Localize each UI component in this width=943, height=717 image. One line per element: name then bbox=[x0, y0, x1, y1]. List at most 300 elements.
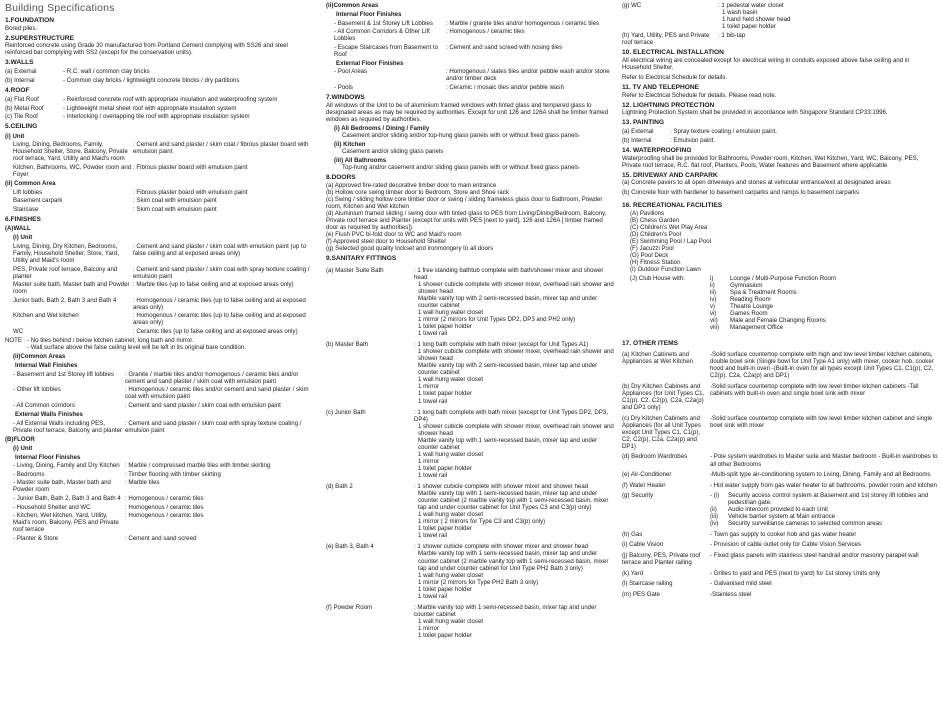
spec-line: Marble vanity top with 1 semi-recessed basin, mixer tap and under counter cabinet (2 marble vanity top with 1 semi-recessed basin, mixer tap and under counter cabinet for Unit Types C3 and C3(p) only) bbox=[418, 490, 609, 512]
waterproofing-lines bbox=[622, 155, 938, 169]
other-rows bbox=[622, 351, 938, 488]
window-item-text: Casement and/or sliding and/or top-hung glass panels with or without fixed glass panels bbox=[342, 131, 579, 139]
spec-row bbox=[334, 84, 616, 91]
item-text: Male and Female Changing Rooms bbox=[730, 317, 826, 325]
item-text: Games Room bbox=[730, 310, 768, 318]
spec-value: - R.C. wall / common clay bricks bbox=[63, 68, 150, 76]
spec-label: - All Common Corridors & Other Lift Lobbies bbox=[334, 28, 430, 43]
item-text: Vehicle barrier system at Main entrance bbox=[728, 513, 836, 521]
section-text: Bored piles. bbox=[5, 24, 38, 32]
numbered-item bbox=[710, 289, 938, 296]
section-tv bbox=[622, 84, 938, 99]
section-title: 5.CEILING bbox=[5, 123, 38, 131]
spec-label: - Master suite bath, Master bath and Powder room bbox=[13, 479, 111, 494]
spec-row bbox=[13, 471, 310, 478]
subsection-title: (ii)Common Areas bbox=[326, 2, 379, 9]
spec-line: : 1 shower cubicle complete with shower mixer and shower head bbox=[414, 483, 589, 491]
spec-value: : Marble / granite tiles and/or homogenous / ceramic tiles bbox=[446, 19, 600, 27]
section-ceiling bbox=[5, 123, 310, 213]
spec-lines bbox=[414, 341, 616, 404]
spec-value: : Marble tiles (up to false ceiling and at exposed areas only) bbox=[133, 281, 294, 289]
spec-row bbox=[5, 113, 310, 120]
section-walls bbox=[5, 59, 310, 84]
spec-value: -Multi-split type air-conditioning system to Living, Dining, Family and all Bedrooms bbox=[710, 471, 931, 479]
security-list bbox=[710, 492, 938, 527]
section-text: Reinforced concrete using Grade 30 manufactured from Portland Cement complying with SS26 and steel reinforced bar complying with SS2 (except for the conservation units). bbox=[5, 42, 288, 57]
text-line: Lightning Protection System shall be provided in accordance with Singapore Standard CP33:1996. bbox=[622, 109, 888, 117]
spec-row bbox=[13, 535, 310, 542]
section-foundation bbox=[5, 17, 310, 32]
spec-label: Living, Dining, Dry Kitchen, Bedrooms, Family, Household Shelter, Store, Yard, Utility and Maid's room bbox=[13, 243, 120, 265]
item-number: vi) bbox=[710, 310, 717, 318]
section-title: 11. TV AND TELEPHONE bbox=[622, 84, 700, 92]
spec-line: 1 wall hung water closet bbox=[418, 308, 484, 316]
section-waterproofing bbox=[622, 147, 938, 169]
spec-line: 1 wall hung water closet bbox=[418, 450, 484, 458]
door-lines bbox=[326, 182, 616, 252]
text-line: (d) Aluminium framed sliding / swing door with tinted glass to PES from Living/Dining/Bedroom, Balcony, Private roof terrace and Planter (except for units with PES [next to yard], 126 and 126A [ timber framed door as required by authorities]) bbox=[326, 209, 607, 231]
spec-value: : Cement and sand plaster / skim coat with spray texture coating / emulsion paint bbox=[133, 265, 310, 280]
spec-row bbox=[622, 591, 938, 598]
spec-row bbox=[13, 462, 310, 469]
spec-label: - Planter & Store bbox=[13, 534, 59, 542]
spec-label: Staircase bbox=[13, 205, 39, 213]
spec-line: 1 wash basin bbox=[722, 9, 758, 17]
spec-label: - Bedrooms bbox=[13, 470, 45, 478]
spec-row bbox=[622, 137, 938, 144]
spec-label: - Pool Areas bbox=[334, 68, 368, 76]
note-line: - No tiles behind / below kitchen cabinet, long bath and mirror. bbox=[27, 337, 194, 345]
spec-value: -Solid surface countertop complete with low level timber kitchen cabinet and single bowl sink with mixer bbox=[710, 414, 933, 429]
numbered-item bbox=[710, 506, 938, 513]
lightning-lines bbox=[622, 109, 938, 116]
spec-label: (b) Metal Roof bbox=[5, 104, 44, 112]
spec-line: 1 towel rail bbox=[418, 592, 448, 600]
spec-row bbox=[622, 32, 938, 46]
spec-line: 1 towel rail bbox=[418, 330, 448, 338]
spec-lines bbox=[414, 267, 616, 337]
spec-line: : 1 free standing bathtub complete with bath/shower mixer and shower head bbox=[414, 266, 604, 281]
text-line: (H) Fitness Station bbox=[630, 259, 681, 267]
spec-value: - Fixed glass panels with stainless steel handrail and/or masonry parapet wall bbox=[710, 551, 919, 559]
subsection-title: Internal Floor Finishes bbox=[336, 11, 402, 19]
spec-label: - All External Walls including PES, Private roof terrace, Balcony and planter bbox=[13, 419, 123, 434]
spec-line: 1 towel rail bbox=[418, 472, 448, 479]
text-line: (b) Concrete floor with hardener to basement carparks and ramps to basement carparks bbox=[622, 189, 860, 197]
text-line: (g) Selected good quality lockset and ironmongery to all doors bbox=[326, 245, 493, 253]
spec-label: Junior bath, Bath 2, Bath 3 and Bath 4 bbox=[13, 296, 117, 304]
text-line: (F) Jacuzzi Pool bbox=[630, 245, 674, 253]
note-label: NOTE bbox=[5, 337, 22, 345]
item-number: (ii) bbox=[710, 506, 717, 514]
spec-label: (e) Bath 3, Bath 4 bbox=[326, 543, 374, 551]
text-line: All electrical wiring are concealed except for electrical wiring in conduits exposed above false ceiling and in Household Shelter. bbox=[622, 56, 910, 71]
spec-row bbox=[5, 68, 310, 75]
spec-line: : 1 bib-tap bbox=[718, 32, 746, 40]
item-text: Lounge / Multi-Purpose Function Room bbox=[730, 274, 837, 282]
section-title: 2.SUPERSTRUCTURE bbox=[5, 34, 74, 42]
spec-label: (a) External bbox=[5, 68, 37, 76]
subsection-title: Internal Wall Finishes bbox=[15, 362, 78, 370]
spec-value: - Interlocking / overlapping tile roof with appropriate insulation system bbox=[63, 113, 250, 121]
section-title: 6.FINISHES bbox=[5, 215, 41, 223]
subsection-title: (i) Unit bbox=[13, 444, 33, 452]
spec-line: 1 toilet paper holder bbox=[722, 23, 776, 31]
spec-lines bbox=[414, 483, 616, 539]
spec-label: (f) Water Heater bbox=[622, 481, 666, 489]
spec-value: : Spray texture coating / emulsion paint. bbox=[670, 128, 778, 136]
section-finishes bbox=[5, 216, 310, 542]
section-text: All windows of the Unit to be of aluminium framed windows with tinted glass and tempered glass to designated areas as may be required by authorities. Except for unit 126 and 126A shall be timber framed windows as required by authorities. bbox=[326, 101, 609, 123]
spec-row bbox=[622, 383, 938, 411]
spec-row bbox=[5, 105, 310, 112]
spec-row bbox=[13, 243, 310, 264]
section-title: 9.SANITARY FITTINGS bbox=[326, 255, 397, 263]
spec-label: Kitchen and Wet kitchen bbox=[13, 312, 79, 320]
painting-rows bbox=[622, 128, 938, 144]
spec-label: (d) Bedroom Wardrobes bbox=[622, 453, 688, 461]
spec-row bbox=[334, 68, 616, 82]
item-text: Theatre Lounge bbox=[730, 303, 774, 311]
facility-list bbox=[622, 210, 938, 273]
spec-line: 1 wall hung water closet bbox=[418, 617, 484, 625]
subsection-title: External Floor Finishes bbox=[336, 59, 404, 67]
spec-label: - Basement & 1st Storey Lift Lobbies bbox=[334, 19, 433, 27]
internal-floor-rows bbox=[326, 20, 616, 58]
spec-label: Master suite bath, Master bath and Powder room bbox=[13, 281, 130, 296]
section-roof bbox=[5, 87, 310, 120]
wc-rows bbox=[622, 2, 938, 46]
numbered-item bbox=[710, 513, 938, 520]
spec-row bbox=[13, 512, 310, 533]
section-lightning bbox=[622, 102, 938, 117]
spec-row bbox=[334, 28, 616, 42]
spec-row bbox=[13, 479, 310, 493]
window-items bbox=[326, 125, 616, 171]
spec-line: : 1 shower cubicle complete with shower mixer and shower head bbox=[414, 543, 589, 551]
spec-row bbox=[334, 44, 616, 58]
spec-label: Basement carpark bbox=[13, 197, 63, 205]
spec-row bbox=[13, 402, 310, 409]
spec-row bbox=[13, 504, 310, 511]
spec-label: - Escape Staircases from Basement to Roof bbox=[334, 43, 438, 58]
spec-label: (a) Master Suite Bath bbox=[326, 266, 384, 274]
spec-line: : 1 long bath complete with bath mixer (except for Unit Types DP2, DP3, DP4) bbox=[414, 408, 608, 423]
driveway-lines bbox=[622, 179, 938, 196]
spec-lines bbox=[718, 32, 938, 46]
spec-line: 1 toilet paper holder bbox=[418, 525, 472, 533]
section-recreational bbox=[622, 202, 938, 331]
spec-label: (k) Yard bbox=[622, 569, 644, 577]
text-line: (a) Concrete pavers to all open driveways and stones at vehicular entrance/exit at designated areas bbox=[622, 179, 891, 187]
section-title: 12. LIGHTNING PROTECTION bbox=[622, 101, 715, 109]
numbered-item bbox=[710, 303, 938, 310]
spec-row bbox=[13, 420, 310, 434]
section-title: 15. DRIVEWAY AND CARPARK bbox=[622, 171, 718, 179]
spec-value: : Cement and sand screed bbox=[125, 534, 197, 542]
spec-row bbox=[13, 206, 310, 213]
spec-value: -Stainless steel bbox=[710, 590, 752, 598]
walls-rows bbox=[5, 68, 310, 84]
spec-label: (b) Master Bath bbox=[326, 341, 368, 349]
electrical-lines bbox=[622, 57, 938, 81]
subsection-title: (ii) Common Area bbox=[5, 180, 56, 188]
spec-row bbox=[326, 483, 616, 539]
window-item-text: Top-hung and/or casement and/or sliding glass panels with or without fixed glass panels bbox=[342, 163, 579, 171]
spec-line: 1 mirror bbox=[418, 457, 439, 465]
section-title: 16. RECREATIONAL FACILITIES bbox=[622, 202, 723, 210]
text-line: (e) Flush PVC bi-fold door to WC and Maid's room bbox=[326, 230, 462, 238]
spec-label: (i) Cable Vision bbox=[622, 541, 664, 549]
spec-row bbox=[326, 409, 616, 479]
column-middle bbox=[326, 0, 616, 639]
spec-value: : Timber flooring with timber skirting bbox=[125, 470, 221, 478]
text-line: (G) Pool Deck bbox=[630, 252, 669, 260]
text-line: (c) Swing / sliding hollow core timber door or swing / sliding frameless glass door to Bathroom, Powder room, Kitchen and Wet kitchen bbox=[326, 195, 603, 210]
numbered-item bbox=[710, 492, 938, 506]
spec-label: (b) Internal bbox=[622, 136, 652, 144]
spec-row bbox=[13, 297, 310, 311]
item-text: Management Office bbox=[730, 324, 784, 332]
spec-value: - Galvanised mild steel bbox=[710, 580, 772, 588]
spec-value: -Solid surface countertop complete with high and low level timber kitchen cabinets, double bowl sink (Single bowl for Unit Type A1 only) with mixer, cooker hob, cooker hood and built-in oven -(Built-in oven for all types except Unit Types C1, C1(p), C2, C2(p), C2a, C2a(p) and DP1) bbox=[710, 351, 934, 380]
spec-row bbox=[13, 495, 310, 502]
spec-value: - Pole system wardrobes to Master suite and Master bedroom - Built-in wardrobes to all other Bedrooms bbox=[710, 453, 938, 468]
spec-row bbox=[13, 386, 310, 400]
spec-line: 1 wall hung water closet bbox=[418, 511, 484, 519]
spec-value: : Emulsion paint. bbox=[670, 136, 716, 144]
spec-value: : Fibrous plaster board with emulsion paint bbox=[133, 164, 248, 172]
spec-label: (a) Kitchen Cabinets and Appliances at Wet Kitchen bbox=[622, 351, 694, 366]
spec-value: : Ceramic tiles (up to false ceiling and at exposed areas only) bbox=[133, 328, 298, 336]
subsection-title: (A)WALL bbox=[5, 225, 31, 233]
section-title: 10. ELECTRICAL INSTALLATION bbox=[622, 49, 724, 57]
section-title: 17. OTHER ITEMS bbox=[622, 340, 679, 348]
spec-value: -Solid surface countertop complete with low level timber kitchen cabinets -Tall cabinets with built-in oven and single bowl sink with mixer bbox=[710, 383, 919, 398]
spec-row bbox=[13, 197, 310, 204]
spec-row bbox=[5, 77, 310, 84]
text-line: (b) Hollow core swing timber door to Bedroom, Store and Shoe rack bbox=[326, 188, 509, 196]
section-title: 13. PAINTING bbox=[622, 119, 665, 127]
roof-rows bbox=[5, 96, 310, 120]
spec-value: : Homogenous / ceramic tiles (up to false ceiling and at exposed areas only) bbox=[133, 312, 306, 327]
item-text: Gymnasium bbox=[730, 281, 763, 289]
text-line: (I) Outdoor Function Lawn bbox=[630, 266, 701, 274]
spec-line: Marble vanity top with 1 semi-recessed basin, mixer tap and under counter cabinet (2 marble vanity top with 1 semi-recessed basin, mixer tap and under counter cabinet for Unit Type PH2 Bath 3 only) bbox=[418, 550, 609, 572]
spec-line: Marble vanity top with 2 semi-recessed basin, mixer tap and under counter cabinet bbox=[418, 294, 598, 309]
spec-label: (a) External bbox=[622, 128, 654, 136]
section-other bbox=[622, 340, 938, 597]
item-text: Spa & Treatment Rooms bbox=[730, 288, 797, 296]
text-line: (C) Children's Wet Play Area bbox=[630, 224, 708, 232]
spec-row bbox=[13, 328, 310, 335]
security-row bbox=[622, 492, 938, 527]
spec-label: - Basement and 1st Storey lift lobbies bbox=[13, 370, 114, 378]
spec-value: - Town gas supply to cooker hob and gas water heater bbox=[710, 530, 857, 538]
note-line: - Wall surface above the false ceiling level will be left in its original bare condition. bbox=[27, 344, 246, 352]
spec-label: (g) WC bbox=[622, 2, 642, 9]
numbered-item bbox=[710, 275, 938, 282]
section-title: 8.DOORS bbox=[326, 174, 356, 182]
spec-line: : 1 long bath complete with bath mixer (except for Unit Types A1) bbox=[414, 341, 589, 349]
spec-label: PES, Private roof terrace, Balcony and planter bbox=[13, 265, 118, 280]
spec-line: : 1 pedestal water closet bbox=[718, 2, 784, 9]
wall-unit-rows bbox=[5, 243, 310, 335]
spec-line: 1 towel rail bbox=[418, 532, 448, 540]
spec-value: - Reinforced concrete roof with appropriate insulation and waterproofing system bbox=[63, 96, 278, 104]
numbered-item bbox=[710, 310, 938, 317]
spec-label: (e) Air-Conditioner bbox=[622, 471, 672, 479]
spec-value: : Ceramic / mosaic tiles and/or pebble wash bbox=[446, 83, 564, 91]
text-line: (E) Swimming Pool / Lap Pool bbox=[630, 238, 711, 246]
numbered-item bbox=[710, 282, 938, 289]
spec-row bbox=[5, 96, 310, 103]
club-house bbox=[622, 275, 938, 331]
subsection-title: (i) Unit bbox=[5, 132, 25, 140]
spec-row bbox=[13, 141, 310, 162]
spec-label: (f) Powder Room bbox=[326, 603, 373, 611]
section-electrical bbox=[622, 49, 938, 81]
spec-value: : Skim coat with emulsion paint bbox=[133, 205, 217, 213]
item-number: ii) bbox=[710, 281, 715, 289]
external-floor-rows bbox=[326, 68, 616, 91]
numbered-item bbox=[710, 324, 938, 331]
numbered-item bbox=[710, 317, 938, 324]
security-label: (g) Security bbox=[622, 492, 654, 500]
club-house-list bbox=[710, 275, 938, 331]
section-doors bbox=[326, 174, 616, 252]
spec-lines bbox=[718, 2, 938, 30]
numbered-item bbox=[710, 296, 938, 303]
spec-line: 1 toilet paper holder bbox=[418, 464, 472, 472]
spec-value: - Hot water supply from gas water heater to all bathrooms, powder room and kitchen bbox=[710, 481, 937, 489]
spec-row bbox=[13, 312, 310, 326]
text-line: (f) Approved steel door to Household Shelter bbox=[326, 238, 447, 245]
item-number: viii) bbox=[710, 324, 720, 332]
spec-value: : Skim coat with emulsion paint bbox=[133, 197, 217, 205]
spec-value: : Homogenous / ceramic tiles bbox=[125, 494, 204, 502]
section-title: 4.ROOF bbox=[5, 87, 30, 95]
section-title: 14. WATERPROOFING bbox=[622, 146, 692, 154]
spec-value: : Cement and sand plaster / skim coat with emulsion paint bbox=[125, 401, 281, 409]
subsection-title: Internal Floor Finishes bbox=[15, 453, 81, 461]
spec-lines bbox=[414, 543, 616, 599]
spec-value: - Common clay bricks / lightweight concrete blocks / dry partitions bbox=[63, 76, 240, 84]
spec-line: 1 toilet paper holder bbox=[418, 631, 472, 639]
spec-value: : Homogenous / slates tiles and/or pebble wash and/or stone and/or timber deck bbox=[446, 68, 610, 83]
spec-label: (j) Balcony, PES, Private roof terrace and Planter railing bbox=[622, 551, 701, 567]
spec-value: : Homogenous / ceramic tiles (up to false ceiling and at exposed areas only) bbox=[133, 296, 306, 311]
spec-row bbox=[13, 164, 310, 178]
spec-row bbox=[13, 281, 310, 295]
spec-label: - Kitchen, Wet kitchen, Yard, Utility, Maid's room, Balcony, PES and Private roof terrace bbox=[13, 512, 119, 534]
spec-value: : Cement and sand plaster / skim coat with spray texture coating / emulsion paint bbox=[125, 419, 302, 434]
external-wall-rows bbox=[5, 420, 310, 434]
text-line: (D) Children's Pool bbox=[630, 231, 681, 239]
section-title: 1.FOUNDATION bbox=[5, 17, 54, 24]
item-number: iv) bbox=[710, 296, 717, 304]
item-number: iii) bbox=[710, 288, 717, 296]
spec-label: Kitchen, Bathrooms, WC, Powder room and Foyer bbox=[13, 164, 132, 179]
spec-row bbox=[622, 2, 938, 30]
item-number: vii) bbox=[710, 317, 718, 325]
section-painting bbox=[622, 119, 938, 144]
ceiling-common-rows bbox=[5, 189, 310, 213]
spec-line: 1 shower cubicle complete with shower mixer, overhead rain shower and shower head bbox=[418, 348, 614, 363]
spec-value: : Marble tiles bbox=[125, 479, 160, 487]
section-windows bbox=[326, 94, 616, 171]
spec-row bbox=[622, 531, 938, 538]
spec-label: (a) Flat Roof bbox=[5, 96, 39, 104]
spec-label: - Pools bbox=[334, 83, 353, 91]
spec-label: - Living, Dining, Family and Dry Kitchen bbox=[13, 462, 120, 470]
spec-line: Marble vanity top with 1 semi-recessed basin, mixer tap and under counter cabinet bbox=[418, 436, 598, 451]
spec-line: 1 towel rail bbox=[418, 397, 448, 405]
spec-value: : Homogenous / ceramic tiles bbox=[125, 503, 204, 511]
page-title: Building Specifications bbox=[5, 2, 115, 14]
section-title: 7.WINDOWS bbox=[326, 94, 365, 102]
spec-label: (d) Bath 2 bbox=[326, 483, 353, 491]
note bbox=[5, 337, 310, 351]
spec-row bbox=[334, 20, 616, 27]
spec-line: 1 mirror bbox=[418, 383, 439, 391]
spec-value: : Cement and sand screed with nosing tiles bbox=[446, 43, 563, 51]
spec-row bbox=[622, 128, 938, 135]
spec-line: 1 mirror ( 2 mirrors for Type C3 and C3(p) only) bbox=[418, 518, 546, 526]
spec-value: : Homogenous / ceramic tiles and/or cement and sand plaster / skim coat with emulsion paint bbox=[125, 386, 309, 401]
column-right bbox=[622, 0, 938, 598]
spec-row bbox=[326, 267, 616, 337]
subsection-title: (ii)Common Areas bbox=[13, 353, 66, 361]
item-number: (iv) bbox=[710, 520, 719, 528]
spec-value: : Cement and sand plaster / skim coat with emulsion paint (up to false ceiling and at exposed areas only) bbox=[133, 243, 307, 258]
spec-line: 1 mirror bbox=[418, 624, 439, 632]
item-text: Reading Room bbox=[730, 296, 771, 304]
item-number: - (i) bbox=[710, 492, 720, 500]
subsection-title: (B)FLOOR bbox=[5, 435, 35, 443]
section-title: 3.WALLS bbox=[5, 59, 34, 67]
spec-row bbox=[622, 482, 938, 489]
text-line: (B) Chess Garden bbox=[630, 217, 680, 224]
spec-value: : Granite / marble tiles and/or homogenous / ceramic tiles and/or cement and sand plaster / skim coat with emulsion paint bbox=[125, 370, 299, 385]
text-line: Waterproofing shall be provided for Bathrooms, Powder room, Kitchen, Wet Kitchen, Yard, WC, Balcony, PES, Private roof terrace, R.C. flat roof, Planters, Pools, Water features and Basement where applicable bbox=[622, 154, 919, 169]
spec-row bbox=[13, 266, 310, 280]
spec-label: (h) Gas bbox=[622, 530, 643, 538]
window-item-title: (ii) Kitchen bbox=[334, 140, 366, 148]
spec-row bbox=[326, 341, 616, 404]
spec-label: (m) PES Gate bbox=[622, 590, 660, 598]
section-superstructure bbox=[5, 35, 310, 57]
spec-line: 1 toilet paper holder bbox=[418, 390, 472, 398]
internal-wall-rows bbox=[5, 371, 310, 409]
spec-row bbox=[326, 543, 616, 599]
spec-value: : Homogenous / ceramic tiles bbox=[125, 512, 204, 520]
spec-row bbox=[13, 189, 310, 196]
spec-line: : Marble vanity top with 1 semi-recessed basin, mixer tap and under counter cabinet bbox=[414, 603, 597, 618]
spec-value: : Homogenous / ceramic tiles bbox=[446, 28, 525, 36]
item-number: i) bbox=[710, 274, 714, 282]
note-lines bbox=[27, 337, 310, 351]
column-left bbox=[5, 0, 310, 542]
spec-label: (l) Staircase railing bbox=[622, 580, 673, 588]
spec-label: WC bbox=[13, 328, 24, 336]
floor-unit-rows bbox=[5, 462, 310, 541]
item-text: Audio intercom provided to each Unit bbox=[728, 506, 828, 514]
spec-lines bbox=[414, 409, 616, 479]
sanitary-rows bbox=[326, 267, 616, 639]
item-number: (iii) bbox=[710, 513, 719, 521]
spec-line: 1 mirror (2 mirrors for Type PH2 Bath 3 only) bbox=[418, 578, 539, 586]
